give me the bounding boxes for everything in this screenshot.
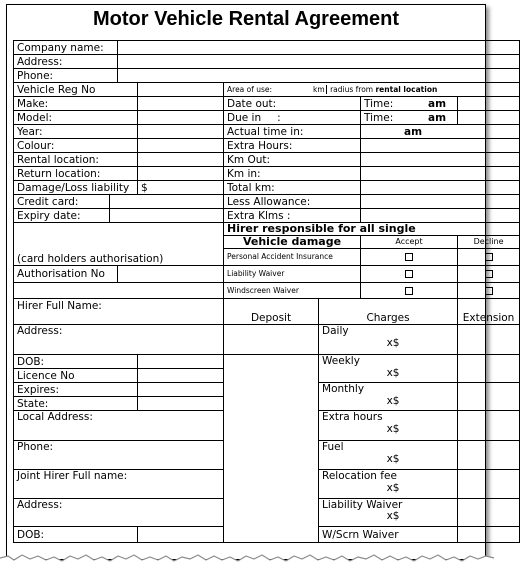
card-holders-authorisation-cell[interactable] (14, 223, 224, 266)
row-hirer-full-name (14, 299, 520, 325)
daily-rate: x$ (386, 337, 400, 349)
damage-liability-field[interactable] (138, 181, 224, 195)
extra-hours-charge-label: Extra hours (322, 411, 383, 423)
windscreen-waiver-label: Windscreen Waiver (224, 283, 361, 299)
hirer-address-label: Address: (17, 325, 63, 337)
model-label: Model: (14, 111, 138, 125)
extra-hours-field[interactable] (361, 139, 520, 153)
row-damage-liability (14, 181, 520, 195)
km-in-label: Km in: (224, 167, 361, 181)
decline-header: Decline (458, 236, 520, 249)
charges-header: Charges (319, 299, 458, 325)
row-liability-waiver (14, 266, 520, 283)
joint-hirer-cell[interactable] (14, 470, 224, 499)
joint-address-label: Address: (17, 499, 63, 511)
row-year (14, 125, 520, 139)
authorisation-no-label: Authorisation No (14, 266, 118, 283)
actual-time-in-label: Actual time in: (224, 125, 361, 139)
credit-card-label: Credit card: (14, 195, 110, 209)
damage-liability-label: Damage/Loss liability (14, 181, 138, 195)
windscreen-waiver-accept[interactable] (361, 283, 458, 299)
extension-weekly[interactable] (458, 355, 520, 383)
extra-hours-rate: x$ (386, 423, 400, 435)
authorisation-no-field[interactable] (118, 266, 224, 283)
liability-waiver-charge-label: Liability Waiver (322, 499, 403, 511)
deposit-field[interactable] (224, 325, 319, 355)
wscrn-waiver-label: W/Scrn Waiver (322, 528, 399, 541)
liability-waiver-label: Liability Waiver (224, 266, 361, 283)
hirer-dob-field[interactable] (138, 355, 224, 369)
accept-header: Accept (361, 236, 458, 249)
joint-address-cell[interactable] (14, 499, 224, 527)
row-return-location (14, 167, 520, 181)
relocation-fee-rate: x$ (386, 482, 400, 494)
card-holders-authorisation-label: (card holders authorisation) (17, 253, 164, 265)
make-label: Make: (14, 97, 138, 111)
time-in-extra[interactable] (458, 111, 520, 125)
personal-accident-decline[interactable] (458, 249, 520, 266)
dollar-sign: $ (141, 181, 148, 194)
row-model (14, 111, 520, 125)
form-title: Motor Vehicle Rental Agreement (93, 8, 399, 30)
checkbox-icon[interactable] (485, 270, 493, 278)
charge-liability-waiver[interactable] (319, 499, 458, 527)
colour-label: Colour: (14, 139, 138, 153)
time-out-extra[interactable] (458, 97, 520, 111)
charge-extra-hours[interactable] (319, 411, 458, 441)
checkbox-icon[interactable] (405, 287, 413, 295)
joint-dob-label: DOB: (14, 527, 138, 543)
personal-accident-accept[interactable] (361, 249, 458, 266)
row-rental-location (14, 153, 520, 167)
km-out-label: Km Out: (224, 153, 361, 167)
area-of-use-label: Area of use: (227, 84, 273, 94)
company-phone-label: Phone: (14, 69, 118, 83)
make-field[interactable] (138, 97, 224, 111)
row-credit-card (14, 195, 520, 209)
local-address-label: Local Address: (17, 411, 93, 423)
local-address-cell[interactable] (14, 411, 224, 441)
checkbox-icon[interactable] (405, 253, 413, 261)
company-name-field[interactable] (118, 41, 520, 55)
extra-hours-label: Extra Hours: (224, 139, 361, 153)
hirer-address-cell[interactable] (14, 325, 224, 355)
checkbox-icon[interactable] (485, 287, 493, 295)
hirer-full-name-cell[interactable] (14, 299, 224, 325)
charge-relocation-fee[interactable] (319, 470, 458, 499)
fuel-label: Fuel (322, 441, 344, 453)
extension-extra-hours[interactable] (458, 411, 520, 441)
weekly-rate: x$ (386, 367, 400, 379)
radius-from-text: radius from (330, 84, 374, 94)
actual-time-am: am (404, 125, 423, 138)
hirer-phone-cell[interactable] (14, 441, 224, 470)
checkbox-icon[interactable] (485, 253, 493, 261)
joint-dob-field[interactable] (138, 527, 224, 543)
due-in-cell[interactable] (224, 111, 361, 125)
monthly-label: Monthly (322, 383, 365, 395)
extension-header: Extension (458, 299, 520, 325)
company-address-label: Address: (14, 55, 118, 69)
charge-weekly[interactable] (319, 355, 458, 383)
hirer-phone-label: Phone: (17, 441, 54, 453)
expiry-date-label: Expiry date: (14, 209, 110, 223)
checkbox-icon[interactable] (405, 270, 413, 278)
row-company-address (14, 55, 520, 69)
charge-daily[interactable] (319, 325, 458, 355)
extension-relocation-fee[interactable] (458, 470, 520, 499)
row-hirer-address (14, 325, 520, 355)
state-field[interactable] (138, 397, 224, 411)
charge-fuel[interactable] (319, 441, 458, 470)
windscreen-waiver-decline[interactable] (458, 283, 520, 299)
row-company-name (14, 41, 520, 55)
row-colour (14, 139, 520, 153)
actual-time-in-field[interactable] (361, 125, 520, 139)
personal-accident-label: Personal Accident Insurance (224, 249, 361, 266)
row-expiry-date (14, 209, 520, 223)
year-label: Year: (14, 125, 138, 139)
company-name-label: Company name: (14, 41, 118, 55)
company-address-field[interactable] (118, 55, 520, 69)
row-vehicle-reg (14, 83, 520, 97)
model-field[interactable] (138, 111, 224, 125)
text-cursor (326, 85, 327, 94)
less-allowance-field[interactable] (361, 195, 520, 209)
agreement-table (13, 40, 520, 543)
rental-agreement-form (6, 4, 515, 560)
row-windscreen-waiver (14, 283, 520, 299)
hirer-dob-label: DOB: (14, 355, 138, 369)
fuel-rate: x$ (386, 453, 400, 465)
extension-daily[interactable] (458, 325, 520, 355)
charge-monthly[interactable] (319, 383, 458, 411)
rental-location-text: rental location (375, 84, 438, 94)
vehicle-reg-field[interactable] (138, 83, 224, 97)
row-hirer-responsible (14, 223, 520, 236)
relocation-fee-label: Relocation fee (322, 470, 397, 482)
extension-monthly[interactable] (458, 383, 520, 411)
licence-no-field[interactable] (138, 369, 224, 383)
vehicle-damage-heading: Vehicle damage (224, 236, 361, 249)
hirer-responsible-heading: Hirer responsible for all single (224, 223, 520, 236)
total-km-label: Total km: (224, 181, 361, 195)
daily-label: Daily (322, 325, 349, 337)
row-hirer-dob (14, 355, 520, 369)
time-out-cell[interactable] (361, 97, 458, 111)
licence-no-label: Licence No (14, 369, 138, 383)
rental-location-field[interactable] (138, 153, 224, 167)
less-allowance-label: Less Allowance: (224, 195, 361, 209)
area-of-use-cell[interactable] (224, 83, 520, 97)
colour-field[interactable] (138, 139, 224, 153)
liability-waiver-rate: x$ (386, 510, 400, 522)
charge-wscrn-waiver[interactable] (319, 527, 458, 543)
company-phone-field[interactable] (118, 69, 520, 83)
km-out-field[interactable] (361, 153, 520, 167)
km-unit: km (313, 84, 325, 94)
joint-hirer-label: Joint Hirer Full name: (17, 470, 128, 482)
due-in-colon: : (277, 111, 281, 124)
due-in-label: Due in (227, 111, 262, 124)
time-out-label: Time: (364, 97, 394, 110)
rental-location-label: Rental location: (14, 153, 138, 167)
extra-klms-label: Extra Klms : (224, 209, 361, 223)
time-in-label: Time: (364, 111, 394, 124)
hirer-full-name-label: Hirer Full Name: (17, 300, 102, 312)
expires-field[interactable] (138, 383, 224, 397)
return-location-field[interactable] (138, 167, 224, 181)
time-in-am: am (427, 111, 447, 124)
monthly-rate: x$ (386, 395, 400, 407)
authorisation-spacer (14, 283, 224, 299)
km-in-field[interactable] (361, 167, 520, 181)
time-in-cell[interactable] (361, 111, 458, 125)
extension-fuel[interactable] (458, 441, 520, 470)
expires-label: Expires: (14, 383, 138, 397)
total-km-field[interactable] (361, 181, 520, 195)
extra-klms-field[interactable] (361, 209, 520, 223)
torn-edge-graphic (0, 552, 494, 566)
row-make (14, 97, 520, 111)
date-out-label: Date out: (224, 97, 361, 111)
extension-wscrn-waiver[interactable] (458, 527, 520, 543)
year-field[interactable] (138, 125, 224, 139)
return-location-label: Return location: (14, 167, 138, 181)
state-label: State: (14, 397, 138, 411)
time-out-am: am (427, 97, 447, 110)
credit-card-field[interactable] (110, 195, 224, 209)
liability-waiver-decline[interactable] (458, 266, 520, 283)
deposit-header: Deposit (224, 299, 319, 325)
extension-liability-waiver[interactable] (458, 499, 520, 527)
vehicle-reg-label: Vehicle Reg No (14, 83, 138, 97)
row-company-phone (14, 69, 520, 83)
expiry-date-field[interactable] (110, 209, 224, 223)
weekly-label: Weekly (322, 355, 360, 367)
deposit-column[interactable] (224, 355, 319, 543)
liability-waiver-accept[interactable] (361, 266, 458, 283)
